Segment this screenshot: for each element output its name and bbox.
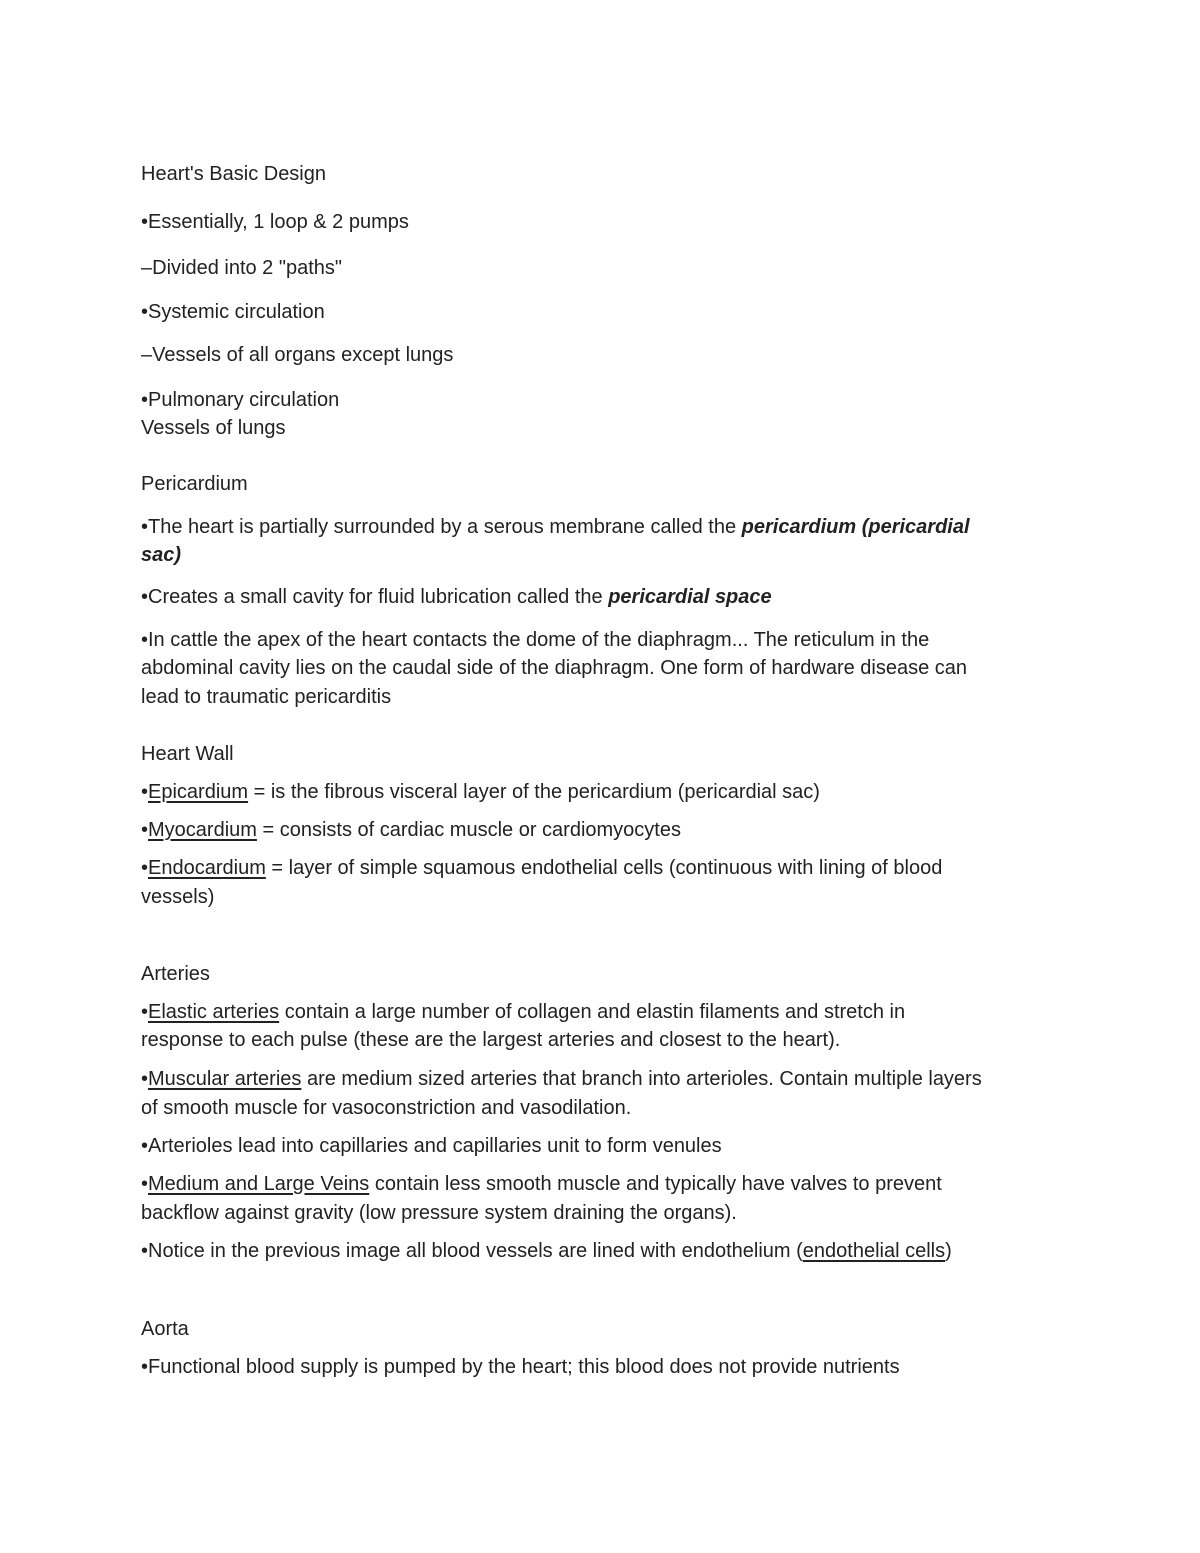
wall-endocardium-line-2: vessels) [141,886,215,908]
term-elastic-arteries: Elastic arteries [148,1001,280,1023]
text-span: ) [945,1240,952,1262]
text-span: •The heart is partially surrounded by a serous membrane called the [141,516,742,538]
text-span: contain less smooth muscle and typically have valves to prevent [369,1173,942,1195]
text-span: = is the fibrous visceral layer of the pericardium (pericardial sac) [248,781,820,803]
design-line-1: •Essentially, 1 loop & 2 pumps [141,211,409,233]
term-endocardium: Endocardium [148,857,266,879]
pericardium-bullet-3-line-2: abdominal cavity lies on the caudal side of the diaphragm. One form of hardware disease can [141,657,968,679]
wall-epicardium [141,780,820,804]
term-endothelial-cells: endothelial cells [802,1240,946,1262]
term-epicardium: Epicardium [148,781,249,803]
heading-aorta: Aorta [141,1318,189,1340]
text-span: = consists of cardiac muscle or cardiomyocytes [256,819,681,841]
heading-pericardium: Pericardium [141,473,248,495]
arteries-muscular [141,1067,982,1091]
wall-endocardium [141,856,942,880]
text-span: •Notice in the previous image all blood vessels are lined with endothelium ( [141,1240,803,1262]
pericardium-bullet-1-cont: sac) [141,544,182,566]
bullet: • [141,1173,149,1195]
wall-myocardium [141,818,681,842]
bullet: • [141,1068,149,1090]
bold-term: pericardial space [608,586,772,608]
arteries-veins-line-2: backflow against gravity (low pressure system draining the organs). [141,1202,737,1224]
bullet: • [141,857,149,879]
bullet: • [141,781,149,803]
term-myocardium: Myocardium [148,819,257,841]
bullet: • [141,1001,149,1023]
arteries-elastic-line-2: response to each pulse (these are the largest arteries and closest to the heart). [141,1029,841,1051]
text-span: •Creates a small cavity for fluid lubrication called the [141,586,609,608]
pericardium-bullet-2 [141,585,772,609]
design-line-3: •Systemic circulation [141,301,325,323]
arteries-elastic [141,1000,905,1024]
text-span: contain a large number of collagen and elastin filaments and stretch in [279,1001,906,1023]
heading-heart-wall: Heart Wall [141,743,234,765]
heading-heart-basic-design: Heart's Basic Design [141,163,326,185]
design-line-6: Vessels of lungs [141,417,286,439]
aorta-line-1: •Functional blood supply is pumped by the heart; this blood does not provide nutrients [141,1356,900,1378]
term-muscular-arteries: Muscular arteries [148,1068,302,1090]
term-medium-large-veins: Medium and Large Veins [148,1173,370,1195]
arteries-muscular-line-2: of smooth muscle for vasoconstriction and vasodilation. [141,1097,632,1119]
pericardium-bullet-3-line-3: lead to traumatic pericarditis [141,686,392,708]
bullet: • [141,819,149,841]
design-line-5: •Pulmonary circulation [141,389,340,411]
arteries-arterioles: •Arterioles lead into capillaries and capillaries unit to form venules [141,1135,722,1157]
pericardium-bullet-3: •In cattle the apex of the heart contacts the dome of the diaphragm... The reticulum in the [141,629,930,651]
arteries-veins [141,1172,942,1196]
text-span: = layer of simple squamous endothelial cells (continuous with lining of blood [265,857,943,879]
design-line-2: –Divided into 2 "paths" [141,257,342,279]
pericardium-bullet-1 [141,515,970,539]
bold-term: pericardium (pericardial [741,516,970,538]
arteries-notice [141,1239,952,1263]
text-span: are medium sized arteries that branch into arterioles. Contain multiple layers [301,1068,982,1090]
design-line-4: –Vessels of all organs except lungs [141,344,454,366]
heading-arteries: Arteries [141,963,210,985]
